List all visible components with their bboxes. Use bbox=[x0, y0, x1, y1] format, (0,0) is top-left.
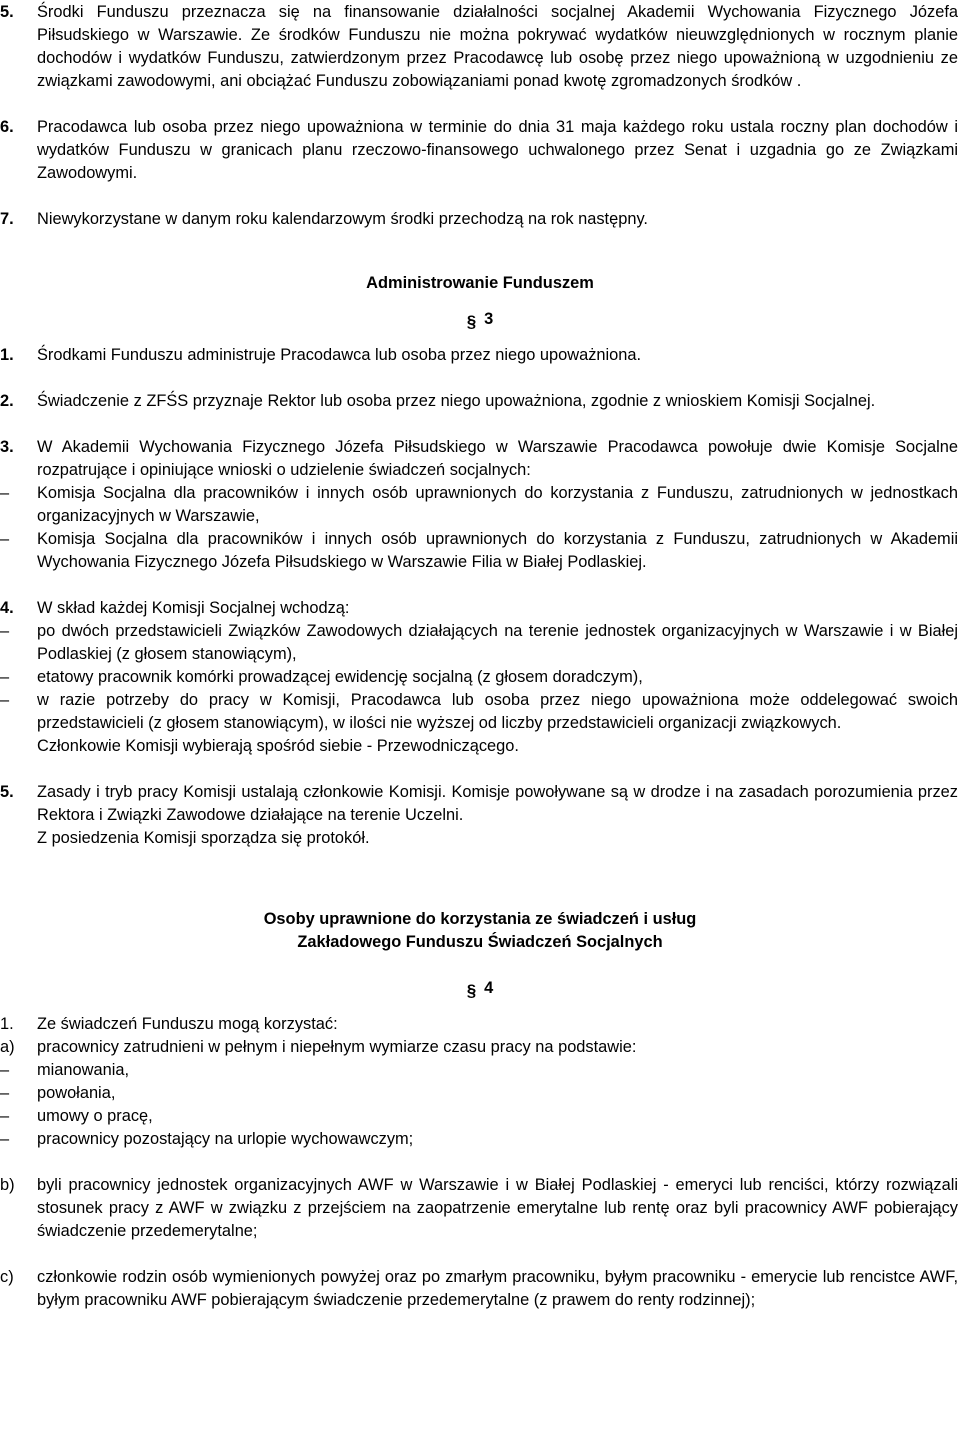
list-item-eligible-1 bbox=[0, 1013, 960, 1036]
paragraph-marker-3 bbox=[0, 308, 960, 333]
item-text: Środki Funduszu przeznacza się na finansowanie działalności socjalnej Akademii Wychowania Fizycznego Józefa Piłsudskiego w Warszawie. Ze środków Funduszu nie można pokrywać wydatków nieuwzględnionych w rocznym planie dochodów i wydatków Funduszu, zatwierdzonym przez Pracodawcę lub osobę przez niego upoważnioną w uzgodnieniu ze związkami zawodowymi, ani obciążać Funduszu zobowiązaniami ponad kwotę zgromadzonych środków . bbox=[37, 3, 958, 90]
section-sign-icon: § bbox=[466, 981, 477, 1000]
item-text: W skład każdej Komisji Socjalnej wchodzą: bbox=[37, 599, 350, 617]
sub-item-label: a) bbox=[0, 1038, 15, 1056]
item-text: Pracodawca lub osoba przez niego upoważniona w terminie do dnia 31 maja każdego roku ustala roczny plan dochodów i wydatków Funduszu w granicach planu rzeczowo-finansowego uchwalonego przez Senat i uzgadnia go ze Związkami Zawodowymi. bbox=[37, 118, 958, 182]
paragraph-number: 3 bbox=[484, 310, 494, 328]
section-sign-icon: § bbox=[466, 312, 477, 331]
protocol-note: Z posiedzenia Komisji sporządza się protokół. bbox=[37, 829, 370, 847]
list-item-5 bbox=[0, 1, 960, 93]
list-item-admin-5 bbox=[0, 781, 960, 827]
dash-item: – pracownicy pozostający na urlopie wychowawczym; bbox=[0, 1128, 960, 1151]
dash-item: – powołania, bbox=[0, 1082, 960, 1105]
item-number: 4. bbox=[0, 599, 14, 617]
item-text: W Akademii Wychowania Fizycznego Józefa Piłsudskiego w Warszawie Pracodawca powołuje dwie Komisje Socjalne rozpatrujące i opiniujące wnioski o udzielenie świadczeń socjalnych: bbox=[37, 438, 958, 479]
sub-item-b bbox=[0, 1174, 960, 1243]
dash-item: – Komisja Socjalna dla pracowników i innych osób uprawnionych do korzystania z Funduszu, zatrudnionych w jednostkach organizacyjnych w Warszawie, bbox=[0, 482, 960, 528]
sub-item-c bbox=[0, 1266, 960, 1312]
list-item-admin-2 bbox=[0, 390, 960, 413]
dash-item: – mianowania, bbox=[0, 1059, 960, 1082]
section-heading-eligible-line-1: Osoby uprawnione do korzystania ze świadczeń i usług bbox=[263, 910, 697, 928]
item-number: 5. bbox=[0, 3, 14, 21]
list-item-admin-4 bbox=[0, 597, 960, 620]
paragraph-marker-4 bbox=[0, 977, 960, 1002]
item-text: Środkami Funduszu administruje Pracodawca lub osoba przez niego upoważniona. bbox=[37, 346, 642, 364]
list-item-6 bbox=[0, 116, 960, 185]
sub-item-text: pracownicy zatrudnieni w pełnym i niepełnym wymiarze czasu pracy na podstawie: bbox=[37, 1038, 637, 1056]
item-number: 7. bbox=[0, 210, 14, 228]
item-number: 3. bbox=[0, 438, 14, 456]
sub-item-label: b) bbox=[0, 1176, 15, 1194]
item-number: 5. bbox=[0, 783, 14, 801]
paragraph-number: 4 bbox=[484, 979, 494, 997]
item-number: 1. bbox=[0, 1015, 14, 1033]
section-heading-eligible-line-2: Zakładowego Funduszu Świadczeń Socjalnych bbox=[297, 933, 663, 951]
item-number: 6. bbox=[0, 118, 14, 136]
item-text: Zasady i tryb pracy Komisji ustalają członkowie Komisji. Komisje powoływane są w drodze i na zasadach porozumienia przez Rektora i Związki Zawodowe działające na terenie Uczelni. bbox=[37, 783, 958, 824]
sub-item-label: c) bbox=[0, 1268, 14, 1286]
item-text: Świadczenie z ZFŚS przyznaje Rektor lub osoba przez niego upoważniona, zgodnie z wnioskiem Komisji Socjalnej. bbox=[37, 392, 876, 410]
dash-item: – etatowy pracownik komórki prowadzącej ewidencję socjalną (z głosem doradczym), bbox=[0, 666, 960, 689]
dash-item: – po dwóch przedstawicieli Związków Zawodowych działających na terenie jednostek organizacyjnych w Warszawie i w Białej Podlaskiej (z głosem stanowiącym), bbox=[0, 620, 960, 666]
item-text: Niewykorzystane w danym roku kalendarzowym środki przechodzą na rok następny. bbox=[37, 210, 648, 228]
sub-item-text: członkowie rodzin osób wymienionych powyżej oraz po zmarłym pracowniku, byłym pracowniku - emerycie lub rencistce AWF, byłym pracowniku AWF pobierającym świadczenie przedemerytalne (z prawem do renty rodzinnej); bbox=[37, 1268, 958, 1309]
sub-item-text: byli pracownicy jednostek organizacyjnych AWF w Warszawie i w Białej Podlaskiej - emeryci lub renciści, którzy rozwiązali stosunek pracy z AWF w związku z przejściem na zaopatrzenie emerytalne lub rentę oraz byli pracownicy AWF pobierający świadczenie przedemerytalne; bbox=[37, 1176, 958, 1240]
item-text: Ze świadczeń Funduszu mogą korzystać: bbox=[37, 1015, 338, 1033]
section-heading-administration: Administrowanie Funduszem bbox=[366, 274, 594, 292]
list-item-7 bbox=[0, 208, 960, 231]
list-item-admin-3 bbox=[0, 436, 960, 482]
dash-item: – w razie potrzeby do pracy w Komisji, Pracodawca lub osoba przez niego upoważniona może oddelegować swoich przedstawicieli (z głosem stanowiącym), w ilości nie wyższej od liczby przedstawicieli organizacji związkowych. bbox=[0, 689, 960, 735]
sub-item-a bbox=[0, 1036, 960, 1059]
item-number: 1. bbox=[0, 346, 14, 364]
committee-note: Członkowie Komisji wybierają spośród siebie - Przewodniczącego. bbox=[37, 737, 519, 755]
dash-item: – Komisja Socjalna dla pracowników i innych osób uprawnionych do korzystania z Funduszu, zatrudnionych w Akademii Wychowania Fizycznego Józefa Piłsudskiego w Warszawie Filia w Białej Podlaskiej. bbox=[0, 528, 960, 574]
list-item-admin-1 bbox=[0, 344, 960, 367]
item-number: 2. bbox=[0, 392, 14, 410]
dash-item: – umowy o pracę, bbox=[0, 1105, 960, 1128]
